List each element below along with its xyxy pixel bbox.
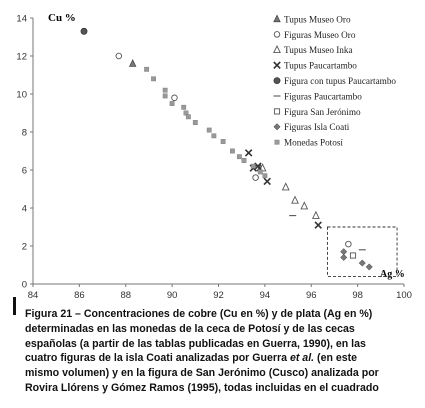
data-point — [212, 134, 216, 138]
x-tick-label: 98 — [352, 290, 363, 300]
data-point — [258, 170, 262, 174]
legend-label: Monedas Potosí — [284, 137, 343, 148]
data-point — [350, 253, 355, 258]
series-triangle-open — [259, 164, 319, 218]
y-tick-label: 2 — [21, 241, 27, 253]
caption-line: españolas (a partir de las tablas publicadas en Guerra, 1990), en las — [25, 337, 366, 350]
data-point — [81, 28, 87, 34]
x-tick-label: 94 — [259, 290, 271, 300]
x-tick-label: 90 — [166, 290, 178, 300]
data-point — [359, 260, 365, 266]
data-point — [130, 60, 136, 67]
data-point — [242, 158, 246, 162]
data-point — [151, 77, 155, 81]
legend-label: Figuras Isla Coati — [284, 122, 350, 133]
data-point — [163, 94, 167, 98]
y-tick-label: 12 — [16, 51, 27, 63]
data-point — [346, 241, 352, 247]
y-tick-label: 14 — [16, 13, 27, 25]
y-tick-label: 0 — [21, 279, 27, 291]
legend-label: Figuras Paucartambo — [284, 91, 362, 102]
data-point — [313, 212, 319, 219]
data-point — [264, 178, 270, 184]
legend-marker — [274, 32, 280, 38]
data-point — [221, 139, 225, 143]
data-point — [163, 88, 167, 92]
data-point — [116, 53, 122, 59]
legend-label: Figura San Jerónimo — [284, 106, 361, 117]
y-tick-label: 8 — [21, 127, 27, 139]
y-tick-label: 10 — [16, 89, 27, 101]
legend-label: Figuras Museo Oro — [284, 29, 356, 40]
data-point — [193, 120, 197, 124]
caption-line: cuatro figuras de la isla Coati analizadas por Guerra et al. (en este — [25, 352, 358, 365]
figure-caption — [25, 307, 417, 396]
data-point — [263, 174, 267, 178]
data-point — [253, 175, 259, 181]
data-point — [144, 67, 148, 71]
series-square-open — [350, 253, 355, 258]
legend-marker — [274, 46, 280, 53]
x-tick-label: 86 — [74, 290, 85, 300]
x-tick-label: 100 — [396, 290, 412, 300]
x-tick-label: 92 — [213, 290, 224, 300]
data-point — [172, 95, 178, 101]
x-tick-label: 84 — [27, 290, 39, 300]
legend — [274, 14, 397, 147]
legend-marker — [274, 78, 280, 84]
x-axis-label: Ag % — [380, 269, 405, 280]
data-point — [366, 264, 372, 270]
data-point — [301, 202, 307, 209]
data-point — [315, 222, 321, 228]
data-point — [170, 101, 174, 105]
series-square-filled — [144, 67, 267, 178]
data-point — [341, 254, 347, 260]
data-point — [245, 150, 251, 156]
x-axis-ticks — [28, 284, 412, 300]
legend-marker — [274, 62, 280, 68]
legend-marker — [275, 140, 279, 144]
y-tick-label: 6 — [21, 165, 27, 177]
data-point — [186, 115, 190, 119]
x-tick-label: 88 — [120, 290, 132, 300]
caption-line: Rovira Llórens y Gómez Ramos (1995), todas incluidas en el cuadrado — [25, 381, 379, 394]
data-point — [182, 105, 186, 109]
caption-line: determinadas en las monedas de la ceca de Potosí y de las cecas — [25, 322, 355, 335]
data-point — [207, 128, 211, 132]
legend-label: Tupus Museo Oro — [284, 14, 351, 25]
x-tick-label: 96 — [305, 290, 317, 300]
y-axis-ticks — [16, 14, 33, 291]
caption-line: mismo volumen) y en la figura de San Jerónimo (Cusco) analizada por — [25, 367, 379, 380]
data-point — [251, 164, 255, 168]
y-axis-label: Cu % — [48, 12, 76, 24]
data-point — [230, 149, 234, 153]
series-circle-filled — [81, 28, 87, 34]
caption-marker — [13, 297, 16, 315]
legend-marker — [274, 15, 280, 22]
caption-line: Figura 21 – Concentraciones de cobre (Cu en %) y de plata (Ag en %) — [25, 308, 373, 320]
y-tick-label: 4 — [21, 203, 27, 215]
data-point — [283, 183, 289, 190]
series-diamond — [341, 249, 373, 271]
legend-label: Tupus Paucartambo — [284, 60, 357, 71]
legend-label: Figura con tupus Paucartambo — [284, 76, 397, 86]
legend-marker — [274, 109, 279, 114]
data-point — [292, 197, 298, 204]
legend-label: Tupus Museo Inka — [284, 45, 353, 56]
data-point — [237, 155, 241, 159]
legend-marker — [274, 124, 280, 130]
series-triangle-filled — [130, 60, 264, 171]
